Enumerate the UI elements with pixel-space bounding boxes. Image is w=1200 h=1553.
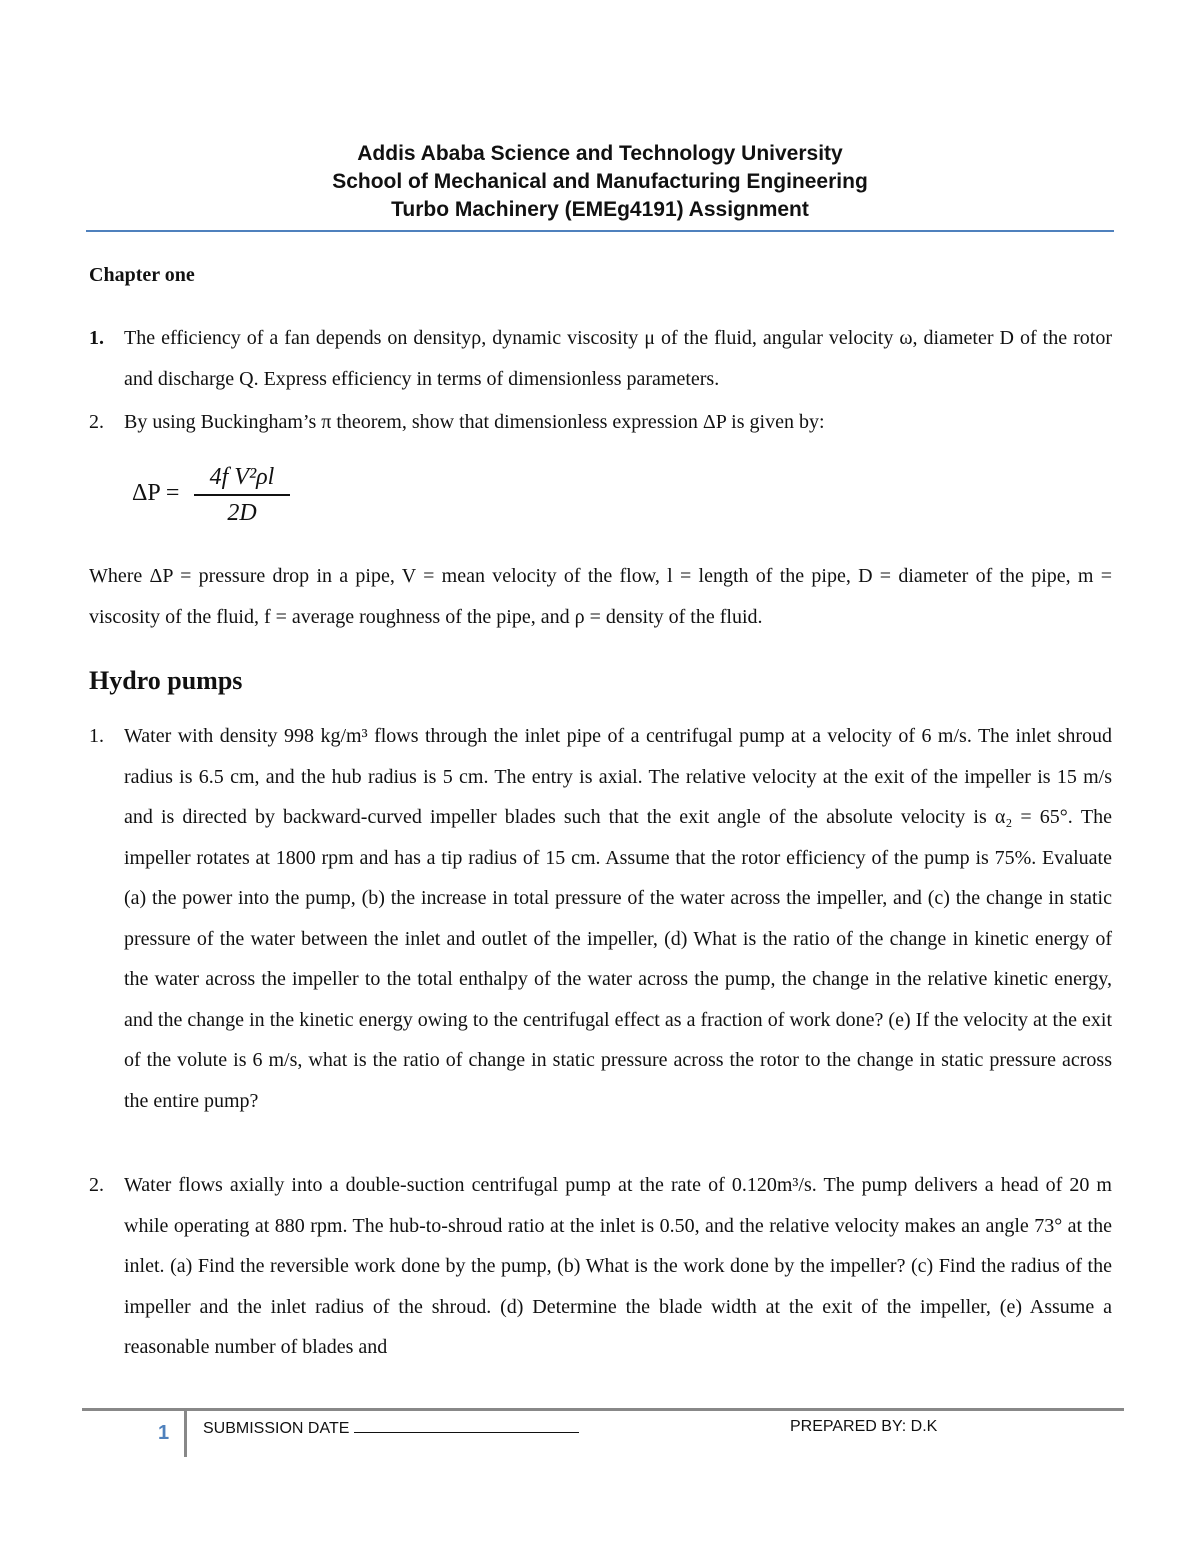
question-number: 1. bbox=[89, 327, 104, 349]
question-text: By using Buckingham’s π theorem, show that dimensionless expression ΔP is given by: bbox=[124, 411, 825, 433]
formula-fraction bbox=[194, 462, 290, 528]
hydro-pumps-heading: Hydro pumps bbox=[89, 666, 243, 695]
hydro-question-2 bbox=[89, 1165, 1112, 1368]
document-header bbox=[86, 140, 1114, 224]
submission-label: SUBMISSION DATE bbox=[203, 1420, 350, 1437]
formula-denominator: 2D bbox=[227, 499, 257, 526]
university-name: Addis Ababa Science and Technology University bbox=[357, 142, 843, 165]
fraction-bar bbox=[194, 494, 290, 496]
question-number: 2. bbox=[89, 1174, 104, 1196]
footer-divider bbox=[82, 1408, 1124, 1411]
page-number: 1 bbox=[158, 1422, 170, 1444]
hydro-question-1 bbox=[89, 716, 1112, 1121]
formula-numerator: 4f V²ρl bbox=[209, 464, 275, 490]
question-text: Water with density 998 kg/m³ flows through the inlet pipe of a centrifugal pump at a velocity of 6 m/s. The inlet shroud radius is 6.5 cm, and the hub radius is 5 cm. The entry is axial. The relative velocity at the exit of the impeller is 15 m/s and is directed by backward-curved impeller blades such that the exit angle of the absolute velocity is α₂ = 65°. The impeller rotates at 1800 rpm and has a tip radius of 15 cm. Assume that the rotor efficiency of the pump is 75%. Evaluate (a) the power into the pump, (b) the increase in total pressure of the water across the impeller, and (c) the change in static pressure of the water between the inlet and outlet of the impeller, (d) What is the ratio of the change in kinetic energy of the water across the impeller to the total enthalpy of the water across the pump, the change in the relative kinetic energy, and the change in the kinetic energy owing to the centrifugal effect as a fraction of work done? (e) If the velocity at the exit of the volute is 6 m/s, what is the ratio of change in static pressure across the rotor to the change in static pressure across the entire pump? bbox=[124, 725, 1112, 1112]
formula-lhs: ΔP = bbox=[132, 480, 180, 506]
question-number: 2. bbox=[89, 411, 104, 433]
question-text: The efficiency of a fan depends on densityρ, dynamic viscosity μ of the fluid, angular velocity ω, diameter D of the rotor and discharge Q. Express efficiency in terms of dimensionless parameters. bbox=[124, 327, 1112, 390]
header-divider bbox=[86, 230, 1114, 232]
variable-definitions: Where ΔP = pressure drop in a pipe, V = mean velocity of the flow, l = length of the pipe, D = diameter of the pipe, m = viscosity of the fluid, f = average roughness of the pipe, and ρ = density of the fluid. bbox=[89, 565, 1112, 628]
question-text: Water flows axially into a double-suction centrifugal pump at the rate of 0.120m³/s. The pump delivers a head of 20 m while operating at 880 rpm. The hub-to-shroud ratio at the inlet is 0.50, and the relative velocity makes an angle 73° at the inlet. (a) Find the reversible work done by the pump, (b) What is the work done by the impeller? (c) Find the radius of the impeller and the inlet radius of the shroud. (d) Determine the blade width at the exit of the impeller, (e) Assume a reasonable number of blades and bbox=[124, 1174, 1112, 1358]
course-title: Turbo Machinery (EMEg4191) Assignment bbox=[391, 198, 809, 221]
prepared-by: PREPARED BY: D.K bbox=[790, 1418, 938, 1435]
chapter-question-2 bbox=[89, 402, 1112, 443]
submission-date bbox=[203, 1418, 579, 1438]
question-number: 1. bbox=[89, 725, 104, 747]
chapter-one-heading: Chapter one bbox=[89, 264, 195, 286]
chapter-question-1 bbox=[89, 318, 1112, 399]
submission-blank-line bbox=[354, 1418, 579, 1433]
footer-page-separator bbox=[184, 1411, 187, 1457]
school-name: School of Mechanical and Manufacturing Engineering bbox=[332, 170, 868, 193]
